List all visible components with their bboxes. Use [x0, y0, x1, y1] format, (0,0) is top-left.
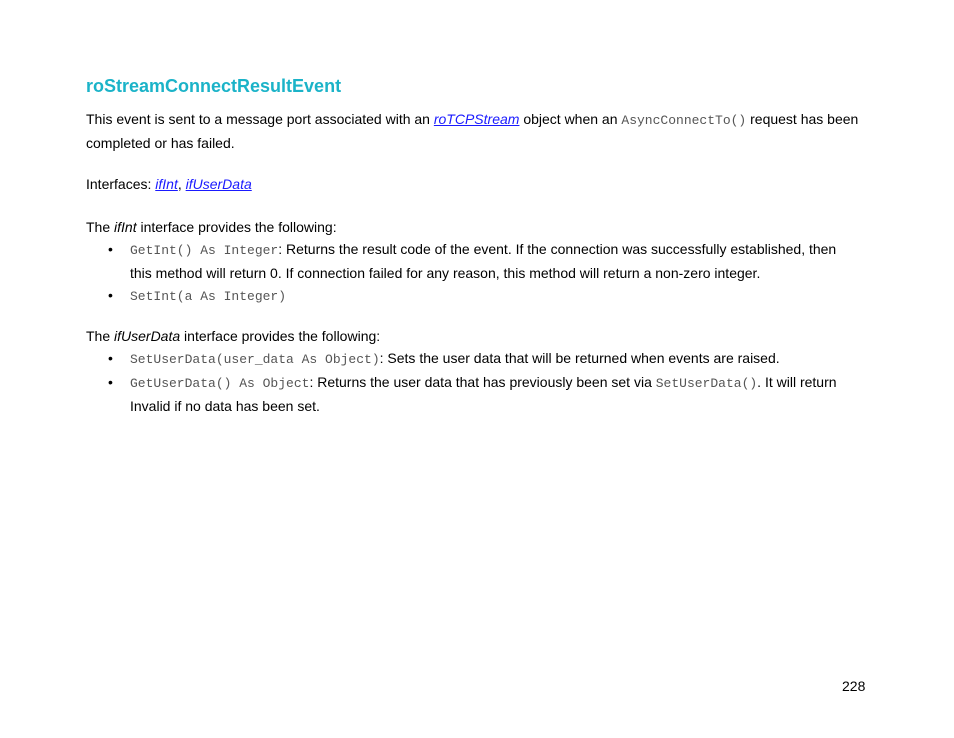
list-item	[86, 238, 846, 284]
ifint-link[interactable]: ifInt	[155, 176, 178, 192]
method-code: SetUserData(user_data As Object)	[130, 352, 380, 367]
bullet-icon: •	[108, 374, 113, 390]
ifint-list	[86, 238, 846, 308]
bullet-icon: •	[108, 241, 113, 257]
ifint-heading-name: ifInt	[114, 219, 137, 235]
ifuserdata-heading	[86, 325, 866, 347]
method-description: : Returns the user data that has previously been set via	[309, 374, 656, 390]
intro-text-2: object when an	[519, 111, 622, 127]
method-code: GetInt() As Integer	[130, 243, 279, 258]
list-item	[86, 284, 846, 308]
method-description: : Returns the result code of the event. If the connection was successfully established, then this method will return 0. If connection failed for any reason, this method will return a non-zero integer.	[130, 241, 837, 281]
method-code: GetUserData() As Object	[130, 376, 310, 391]
method-description: : Sets the user data that will be returned when events are raised.	[379, 350, 780, 366]
intro-code: AsyncConnectTo()	[621, 113, 747, 128]
list-item	[86, 371, 846, 417]
ifuserdata-list	[86, 347, 846, 417]
interfaces-label: Interfaces:	[86, 176, 156, 192]
intro-paragraph	[86, 108, 866, 154]
intro-text-1: This event is sent to a message port associated with an	[86, 111, 434, 127]
bullet-icon: •	[108, 350, 113, 366]
rotcpstream-link[interactable]: roTCPStream	[433, 111, 520, 127]
interfaces-line	[86, 173, 866, 195]
ifint-heading-pre: The	[86, 219, 115, 235]
interfaces-separator: ,	[177, 176, 186, 192]
ifuserdata-heading-post: interface provides the following:	[180, 328, 381, 344]
ifuserdata-heading-name: ifUserData	[114, 328, 181, 344]
method-code: SetInt(a As Integer)	[130, 289, 287, 304]
method-code-inline: SetUserData()	[655, 376, 758, 391]
page-title: roStreamConnectResultEvent	[86, 76, 342, 96]
intro-text-3: request has been completed or has failed.	[86, 111, 859, 151]
method-description-cont: . It will return Invalid if no data has been set.	[130, 374, 837, 414]
ifuserdata-heading-pre: The	[86, 328, 115, 344]
page-number: 228	[842, 678, 866, 694]
list-item	[86, 347, 846, 371]
ifint-heading-post: interface provides the following:	[136, 219, 337, 235]
ifint-heading	[86, 216, 866, 238]
ifuserdata-link[interactable]: ifUserData	[185, 176, 252, 192]
bullet-icon: •	[108, 287, 113, 303]
